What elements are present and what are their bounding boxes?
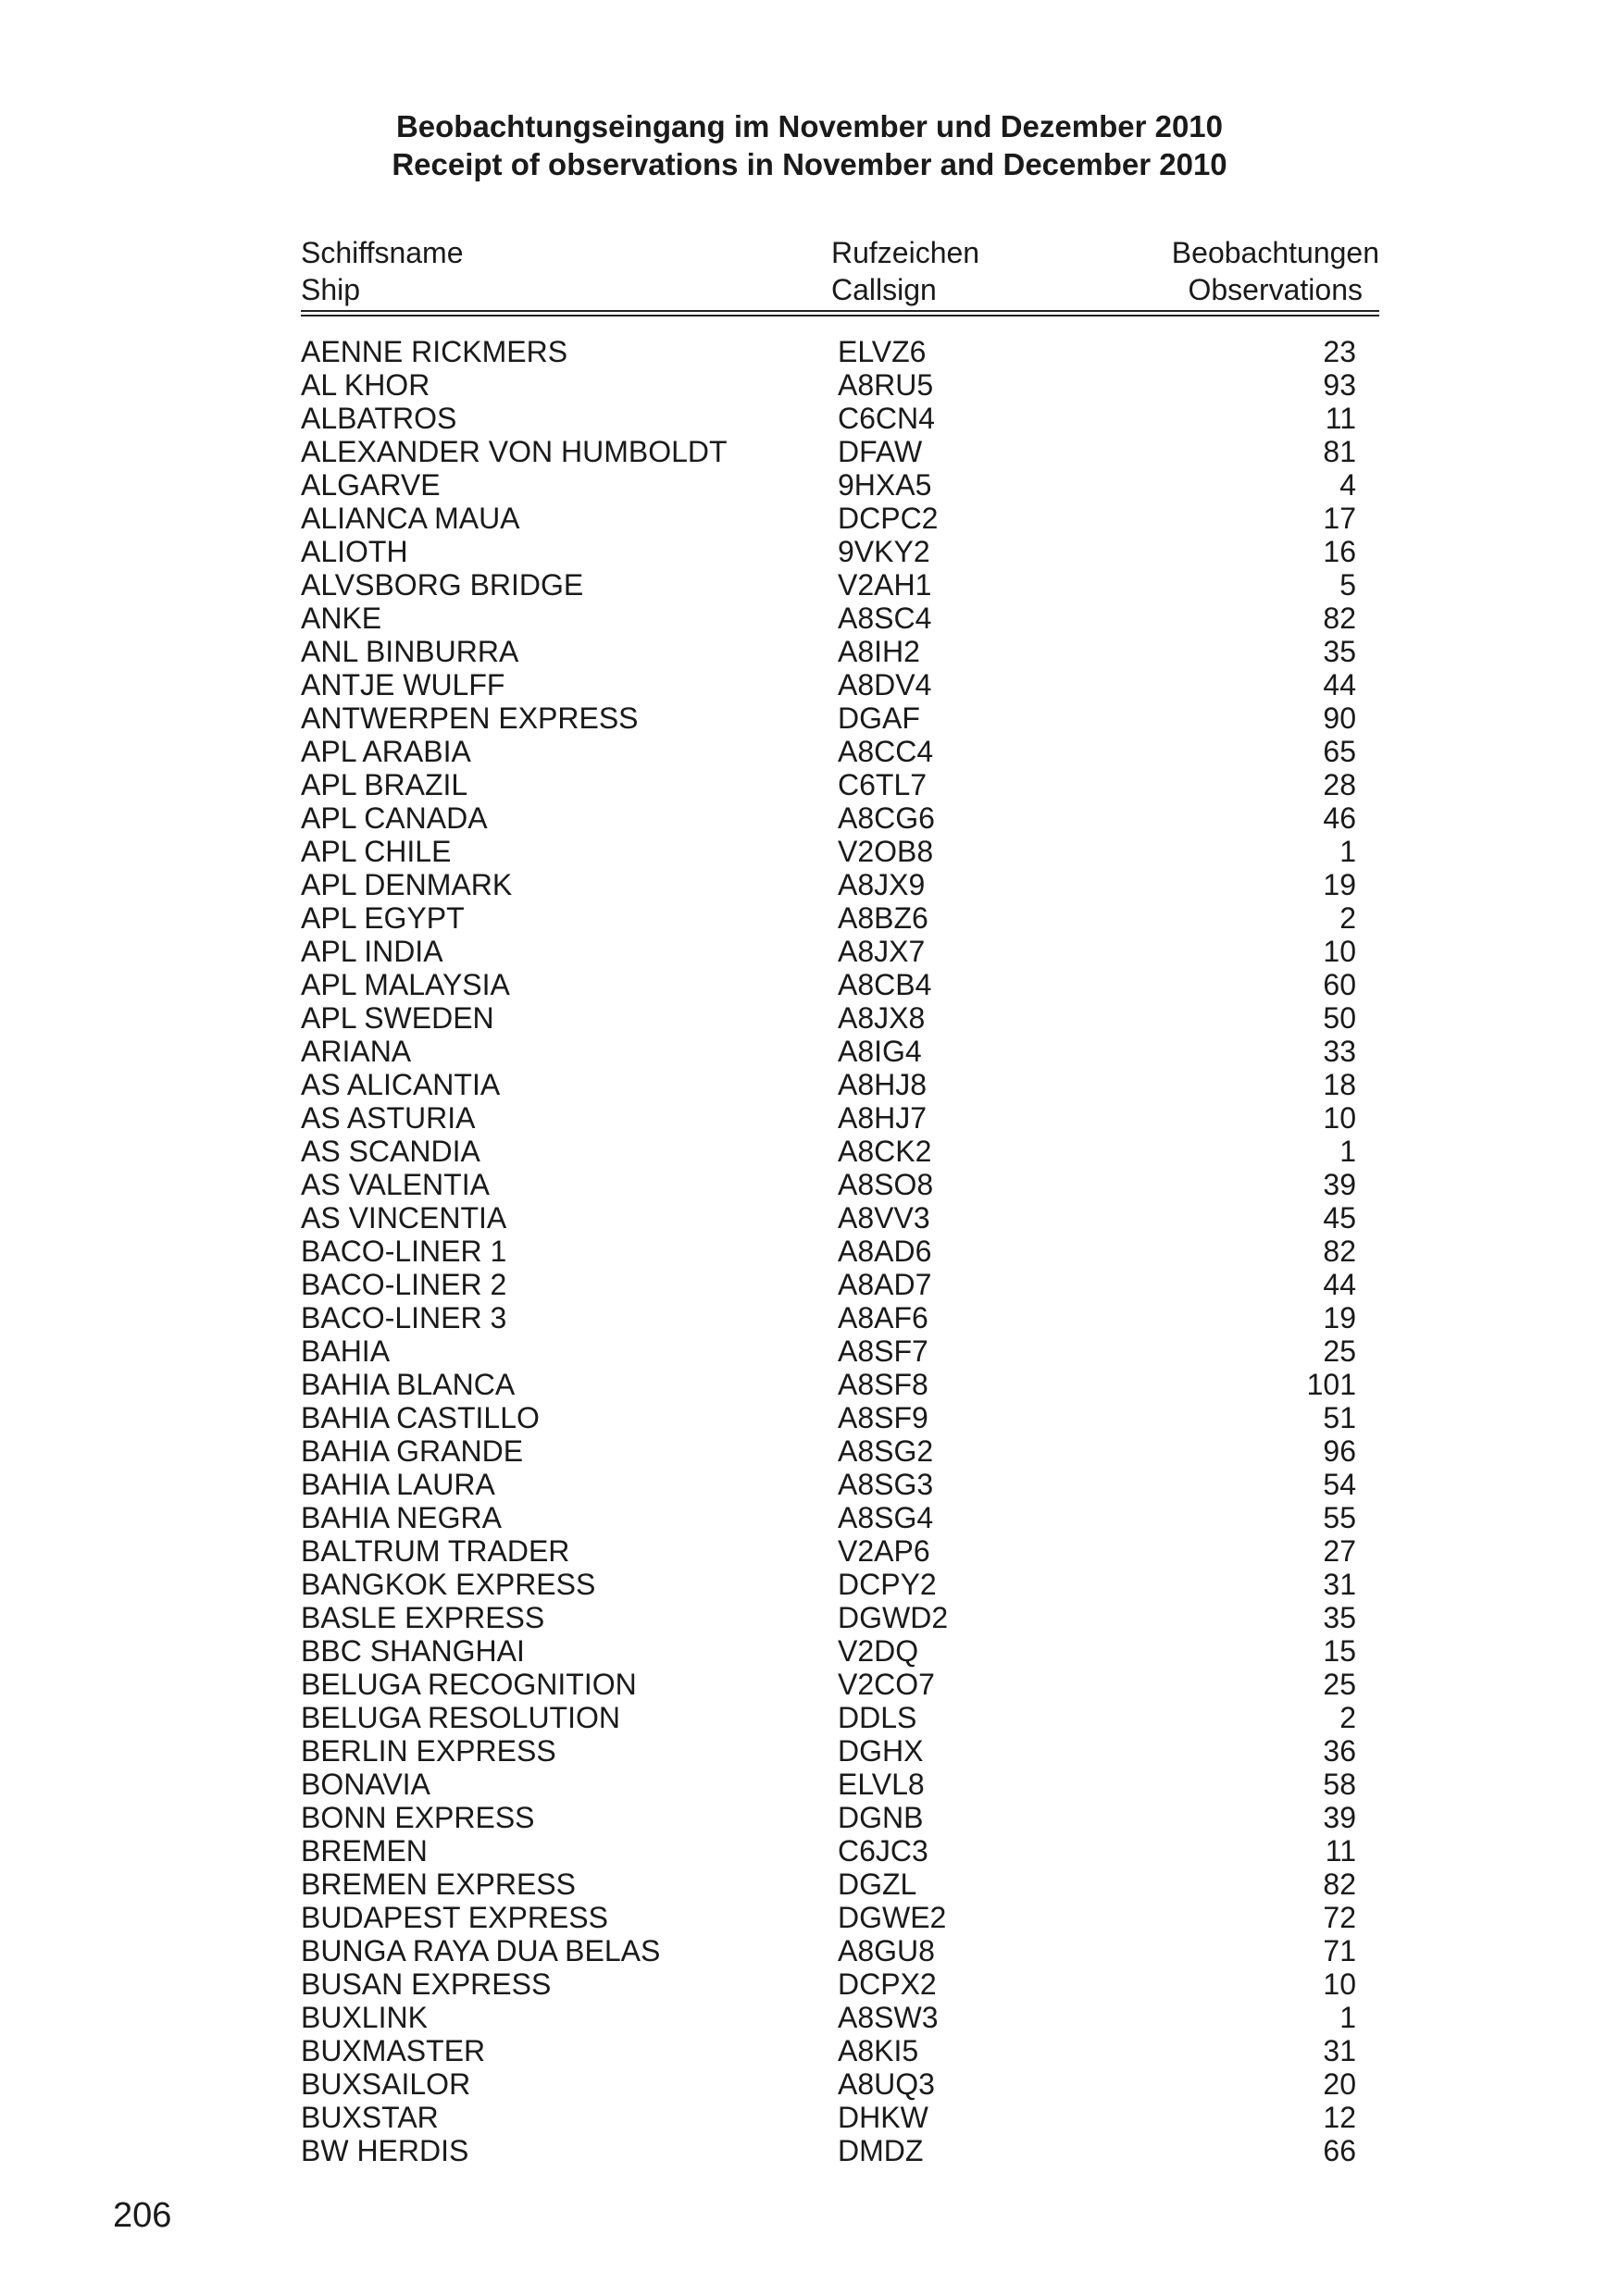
observation-count-cell: 66 <box>1323 2134 1356 2167</box>
table-row <box>301 502 1356 535</box>
observation-count-cell: 23 <box>1323 335 1356 368</box>
observation-count-cell: 72 <box>1323 1901 1356 1934</box>
table-row <box>301 2101 1356 2134</box>
table-row <box>301 1734 1356 1768</box>
column-header-callsign-de: Rufzeichen <box>831 236 980 269</box>
observation-count-cell: 46 <box>1323 801 1356 835</box>
header-divider-top <box>301 310 1379 312</box>
ship-name-cell: AS VALENTIA <box>301 1168 490 1201</box>
observation-count-cell: 82 <box>1323 1235 1356 1268</box>
ship-name-cell: BAHIA NEGRA <box>301 1501 502 1534</box>
table-row <box>301 1568 1356 1601</box>
table-row <box>301 668 1356 701</box>
callsign-cell: DDLS <box>838 1701 917 1734</box>
table-row <box>301 1268 1356 1301</box>
callsign-cell: A8JX8 <box>838 1001 926 1035</box>
callsign-cell: A8SC4 <box>838 602 932 635</box>
page-title-german: Beobachtungseingang im November und Dezember 2010 <box>395 109 1224 143</box>
ship-name-cell: AS ASTURIA <box>301 1101 476 1135</box>
observation-count-cell: 10 <box>1323 1967 1356 2001</box>
table-row <box>301 1101 1356 1135</box>
observation-count-cell: 93 <box>1323 368 1356 402</box>
table-row <box>301 1035 1356 1068</box>
ship-name-cell: BAHIA CASTILLO <box>301 1401 540 1434</box>
observation-count-cell: 20 <box>1323 2067 1356 2101</box>
ship-name-cell: BANGKOK EXPRESS <box>301 1568 596 1601</box>
table-row <box>301 1768 1356 1801</box>
table-row <box>301 1501 1356 1534</box>
callsign-cell: DGHX <box>838 1734 924 1768</box>
ship-name-cell: BW HERDIS <box>301 2134 469 2167</box>
table-row <box>301 1334 1356 1368</box>
ship-name-cell: BAHIA BLANCA <box>301 1368 516 1401</box>
observation-count-cell: 50 <box>1323 1001 1356 1035</box>
table-row <box>301 1434 1356 1468</box>
ship-name-cell: BREMEN <box>301 1834 428 1868</box>
callsign-cell: V2AP6 <box>838 1534 930 1568</box>
page-number: 206 <box>113 2196 172 2235</box>
table-row <box>301 701 1356 735</box>
table-row <box>301 2034 1356 2067</box>
callsign-cell: A8SW3 <box>838 2001 939 2034</box>
callsign-cell: A8SF7 <box>838 1334 928 1368</box>
ship-name-cell: BELUGA RESOLUTION <box>301 1701 620 1734</box>
callsign-cell: DFAW <box>838 435 923 468</box>
table-row <box>301 1001 1356 1035</box>
ship-name-cell: APL DENMARK <box>301 868 513 901</box>
callsign-cell: 9HXA5 <box>838 468 932 502</box>
observation-count-cell: 25 <box>1323 1668 1356 1701</box>
ship-name-cell: BUXSAILOR <box>301 2067 471 2101</box>
observation-count-cell: 39 <box>1323 1168 1356 1201</box>
ship-name-cell: BACO-LINER 2 <box>301 1268 507 1301</box>
table-row <box>301 1601 1356 1634</box>
column-header-ship-en: Ship <box>301 273 361 306</box>
observation-count-cell: 82 <box>1323 1868 1356 1901</box>
table-row <box>301 1701 1356 1734</box>
ship-name-cell: BUNGA RAYA DUA BELAS <box>301 1934 661 1967</box>
callsign-cell: A8BZ6 <box>838 901 928 935</box>
ship-name-cell: BREMEN EXPRESS <box>301 1868 576 1901</box>
observation-count-cell: 55 <box>1323 1501 1356 1534</box>
observation-count-cell: 1 <box>1339 835 1356 868</box>
callsign-cell: DCPX2 <box>838 1967 937 2001</box>
ship-name-cell: APL MALAYSIA <box>301 968 510 1001</box>
column-header-observations-en: Observations <box>1188 273 1363 306</box>
ship-name-cell: BELUGA RECOGNITION <box>301 1668 637 1701</box>
table-row <box>301 1068 1356 1101</box>
observation-count-cell: 54 <box>1323 1468 1356 1501</box>
ship-name-cell: ANTJE WULFF <box>301 668 505 701</box>
observation-count-cell: 45 <box>1323 1201 1356 1235</box>
ship-name-cell: ANKE <box>301 602 382 635</box>
table-row <box>301 1668 1356 1701</box>
column-header-observations-de: Beobachtungen <box>1171 236 1379 269</box>
table-row <box>301 1801 1356 1834</box>
ship-name-cell: APL SWEDEN <box>301 1001 494 1035</box>
observation-count-cell: 31 <box>1323 2034 1356 2067</box>
callsign-cell: V2DQ <box>838 1634 919 1668</box>
callsign-cell: A8KI5 <box>838 2034 919 2067</box>
table-row <box>301 2134 1356 2167</box>
ship-name-cell: AS SCANDIA <box>301 1135 480 1168</box>
callsign-cell: DGZL <box>838 1868 917 1901</box>
ship-name-cell: ANTWERPEN EXPRESS <box>301 701 639 735</box>
ship-name-cell: APL EGYPT <box>301 901 465 935</box>
observation-count-cell: 35 <box>1323 635 1356 668</box>
callsign-cell: ELVZ6 <box>838 335 927 368</box>
table-row <box>301 835 1356 868</box>
table-row <box>301 335 1356 368</box>
observation-count-cell: 35 <box>1323 1601 1356 1634</box>
table-row <box>301 968 1356 1001</box>
ship-name-cell: BALTRUM TRADER <box>301 1534 570 1568</box>
observation-count-cell: 10 <box>1323 935 1356 968</box>
observation-count-cell: 25 <box>1323 1334 1356 1368</box>
observation-count-cell: 60 <box>1323 968 1356 1001</box>
ship-name-cell: APL INDIA <box>301 935 443 968</box>
observation-count-cell: 2 <box>1339 901 1356 935</box>
ship-name-cell: ALBATROS <box>301 402 457 435</box>
callsign-cell: DGNB <box>838 1801 924 1834</box>
table-row <box>301 1967 1356 2001</box>
observation-count-cell: 81 <box>1323 435 1356 468</box>
callsign-cell: A8VV3 <box>838 1201 930 1235</box>
table-row <box>301 1868 1356 1901</box>
observation-count-cell: 27 <box>1323 1534 1356 1568</box>
ship-name-cell: ARIANA <box>301 1035 412 1068</box>
callsign-cell: V2CO7 <box>838 1668 935 1701</box>
callsign-cell: A8CC4 <box>838 735 934 768</box>
callsign-cell: A8IG4 <box>838 1035 922 1068</box>
ship-name-cell: ALVSBORG BRIDGE <box>301 568 584 602</box>
observation-count-cell: 10 <box>1323 1101 1356 1135</box>
callsign-cell: A8SG3 <box>838 1468 934 1501</box>
table-row <box>301 735 1356 768</box>
table-row <box>301 1934 1356 1967</box>
table-row <box>301 2067 1356 2101</box>
table-row <box>301 1468 1356 1501</box>
callsign-cell: DCPC2 <box>838 502 939 535</box>
column-header-ship-de: Schiffsname <box>301 236 464 269</box>
callsign-cell: DHKW <box>838 2101 928 2134</box>
callsign-cell: A8SG4 <box>838 1501 934 1534</box>
observation-count-cell: 11 <box>1325 1834 1356 1868</box>
table-row <box>301 1634 1356 1668</box>
ship-name-cell: ALGARVE <box>301 468 441 502</box>
table-row <box>301 868 1356 901</box>
ship-name-cell: BAHIA LAURA <box>301 1468 495 1501</box>
ship-name-cell: ALIOTH <box>301 535 408 568</box>
table-row <box>301 435 1356 468</box>
callsign-cell: A8JX9 <box>838 868 926 901</box>
ship-name-cell: BACO-LINER 3 <box>301 1301 507 1334</box>
callsign-cell: A8UQ3 <box>838 2067 935 2101</box>
table-row <box>301 602 1356 635</box>
ship-name-cell: ALEXANDER VON HUMBOLDT <box>301 435 728 468</box>
callsign-cell: A8AD7 <box>838 1268 932 1301</box>
table-row <box>301 1401 1356 1434</box>
table-row <box>301 801 1356 835</box>
callsign-cell: DMDZ <box>838 2134 924 2167</box>
observation-count-cell: 82 <box>1323 602 1356 635</box>
observation-count-cell: 4 <box>1339 468 1356 502</box>
callsign-cell: C6TL7 <box>838 768 928 801</box>
callsign-cell: A8SF8 <box>838 1368 928 1401</box>
observation-count-cell: 2 <box>1339 1701 1356 1734</box>
callsign-cell: ELVL8 <box>838 1768 925 1801</box>
table-row <box>301 1901 1356 1934</box>
ship-name-cell: ANL BINBURRA <box>301 635 519 668</box>
table-row <box>301 402 1356 435</box>
callsign-cell: A8AF6 <box>838 1301 928 1334</box>
table-row <box>301 1201 1356 1235</box>
ship-name-cell: BASLE EXPRESS <box>301 1601 545 1634</box>
ship-name-cell: BAHIA <box>301 1334 391 1368</box>
callsign-cell: A8SF9 <box>838 1401 928 1434</box>
ship-name-cell: BONN EXPRESS <box>301 1801 535 1834</box>
table-row <box>301 1235 1356 1268</box>
ship-name-cell: BUXSTAR <box>301 2101 439 2134</box>
observation-count-cell: 90 <box>1323 701 1356 735</box>
ship-name-cell: BAHIA GRANDE <box>301 1434 524 1468</box>
observation-count-cell: 101 <box>1306 1368 1356 1401</box>
ship-name-cell: APL CHILE <box>301 835 452 868</box>
observation-count-cell: 33 <box>1323 1035 1356 1068</box>
observation-count-cell: 18 <box>1323 1068 1356 1101</box>
table-row <box>301 901 1356 935</box>
observation-count-cell: 1 <box>1339 2001 1356 2034</box>
table-row <box>301 468 1356 502</box>
ship-name-cell: BUXLINK <box>301 2001 428 2034</box>
table-row <box>301 568 1356 602</box>
callsign-cell: A8IH2 <box>838 635 920 668</box>
callsign-cell: V2OB8 <box>838 835 934 868</box>
observation-count-cell: 44 <box>1323 668 1356 701</box>
callsign-cell: A8DV4 <box>838 668 932 701</box>
callsign-cell: DGWD2 <box>838 1601 949 1634</box>
observation-count-cell: 12 <box>1323 2101 1356 2134</box>
callsign-cell: C6JC3 <box>838 1834 928 1868</box>
callsign-cell: DCPY2 <box>838 1568 937 1601</box>
callsign-cell: C6CN4 <box>838 402 935 435</box>
callsign-cell: A8HJ7 <box>838 1101 928 1135</box>
ship-name-cell: ALIANCA MAUA <box>301 502 520 535</box>
observation-count-cell: 19 <box>1323 1301 1356 1334</box>
callsign-cell: A8JX7 <box>838 935 926 968</box>
ship-name-cell: BBC SHANGHAI <box>301 1634 525 1668</box>
observation-count-cell: 11 <box>1325 402 1356 435</box>
table-row <box>301 1301 1356 1334</box>
table-row <box>301 1534 1356 1568</box>
ship-name-cell: AS VINCENTIA <box>301 1201 507 1235</box>
observation-count-cell: 31 <box>1323 1568 1356 1601</box>
callsign-cell: A8SG2 <box>838 1434 934 1468</box>
table-row <box>301 535 1356 568</box>
observation-count-cell: 58 <box>1323 1768 1356 1801</box>
ship-name-cell: AS ALICANTIA <box>301 1068 501 1101</box>
table-row <box>301 768 1356 801</box>
callsign-cell: V2AH1 <box>838 568 932 602</box>
ship-name-cell: BACO-LINER 1 <box>301 1235 507 1268</box>
observation-count-cell: 71 <box>1323 1934 1356 1967</box>
callsign-cell: A8AD6 <box>838 1235 932 1268</box>
observation-count-cell: 5 <box>1339 568 1356 602</box>
ship-name-cell: BONAVIA <box>301 1768 430 1801</box>
observation-count-cell: 1 <box>1339 1135 1356 1168</box>
table-row <box>301 1834 1356 1868</box>
observation-count-cell: 44 <box>1323 1268 1356 1301</box>
table-row <box>301 2001 1356 2034</box>
observation-count-cell: 17 <box>1323 502 1356 535</box>
observation-count-cell: 36 <box>1323 1734 1356 1768</box>
callsign-cell: A8GU8 <box>838 1934 935 1967</box>
header-divider-bottom <box>301 315 1379 316</box>
ship-name-cell: AL KHOR <box>301 368 430 402</box>
ship-name-cell: APL BRAZIL <box>301 768 468 801</box>
callsign-cell: A8HJ8 <box>838 1068 928 1101</box>
observation-count-cell: 39 <box>1323 1801 1356 1834</box>
callsign-cell: A8RU5 <box>838 368 934 402</box>
table-row <box>301 368 1356 402</box>
observation-count-cell: 96 <box>1323 1434 1356 1468</box>
table-row <box>301 1135 1356 1168</box>
page-title-english: Receipt of observations in November and December 2010 <box>392 147 1227 181</box>
ship-name-cell: BERLIN EXPRESS <box>301 1734 556 1768</box>
ship-name-cell: BUDAPEST EXPRESS <box>301 1901 608 1934</box>
column-header-callsign-en: Callsign <box>831 273 937 306</box>
ship-name-cell: APL ARABIA <box>301 735 471 768</box>
observation-count-cell: 16 <box>1323 535 1356 568</box>
callsign-cell: A8CB4 <box>838 968 932 1001</box>
observation-count-cell: 15 <box>1323 1634 1356 1668</box>
observations-table <box>301 335 1356 2167</box>
ship-name-cell: BUXMASTER <box>301 2034 486 2067</box>
callsign-cell: DGWE2 <box>838 1901 947 1934</box>
table-row <box>301 635 1356 668</box>
observation-count-cell: 19 <box>1323 868 1356 901</box>
callsign-cell: A8CG6 <box>838 801 935 835</box>
callsign-cell: DGAF <box>838 701 920 735</box>
table-row <box>301 1168 1356 1201</box>
table-row <box>301 935 1356 968</box>
ship-name-cell: AENNE RICKMERS <box>301 335 568 368</box>
observation-count-cell: 28 <box>1323 768 1356 801</box>
ship-name-cell: APL CANADA <box>301 801 488 835</box>
observation-count-cell: 51 <box>1323 1401 1356 1434</box>
callsign-cell: 9VKY2 <box>838 535 930 568</box>
observation-count-cell: 65 <box>1323 735 1356 768</box>
table-row <box>301 1368 1356 1401</box>
callsign-cell: A8CK2 <box>838 1135 932 1168</box>
ship-name-cell: BUSAN EXPRESS <box>301 1967 552 2001</box>
callsign-cell: A8SO8 <box>838 1168 934 1201</box>
